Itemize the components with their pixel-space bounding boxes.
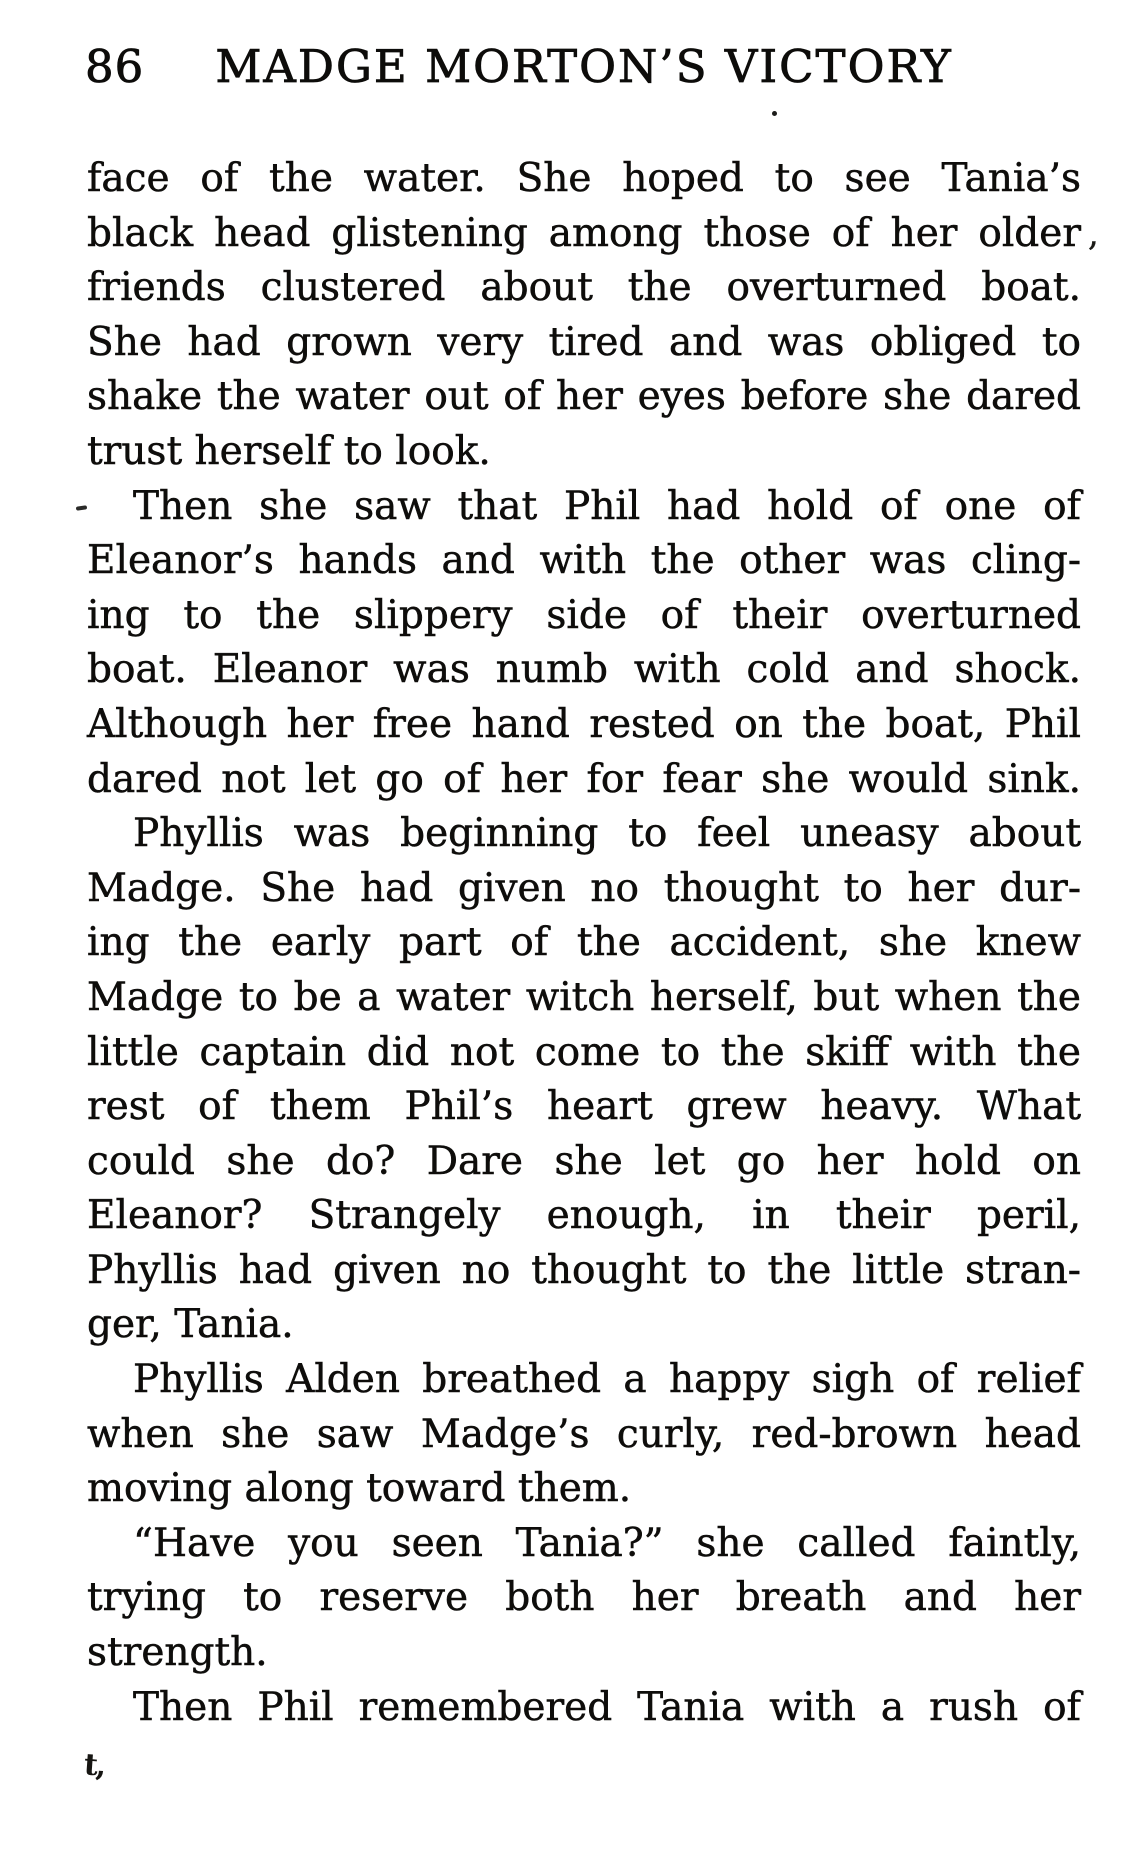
text-line: strength. xyxy=(87,1630,268,1676)
text-line: She had grown very tired and was obliged to xyxy=(87,319,1081,365)
text-line: trying to reserve both her breath and her xyxy=(87,1575,1081,1621)
ink-comma-artifact: , xyxy=(1088,214,1099,254)
text-line: boat. Eleanor was numb with cold and shock. xyxy=(87,647,1081,693)
text-line: rest of them Phil’s heart grew heavy. What xyxy=(87,1084,1081,1130)
text-line: Eleanor’s hands and with the other was cling- xyxy=(87,538,1081,584)
page-header xyxy=(85,40,1081,93)
text-line: moving along toward them. xyxy=(87,1466,632,1512)
running-title: MADGE MORTON’S VICTORY xyxy=(215,40,953,93)
text-line: Madge. She had given no thought to her dur- xyxy=(87,865,1081,911)
text-line: Eleanor? Strangely enough, in their peril, xyxy=(87,1193,1081,1239)
text-line: face of the water. She hoped to see Tania’s xyxy=(87,156,1081,201)
text-line: could she do? Dare she let go her hold on xyxy=(87,1138,1081,1184)
text-line: Then Phil remembered Tania with a rush of xyxy=(133,1684,1081,1730)
text-line: shake the water out of her eyes before she dared xyxy=(87,374,1081,420)
text-line: Phyllis had given no thought to the little stran- xyxy=(87,1247,1081,1293)
text-line: Although her free hand rested on the boat, Phil xyxy=(87,701,1081,747)
text-line: ger, Tania. xyxy=(87,1302,294,1348)
text-line: when she saw Madge’s curly, red-brown head xyxy=(87,1411,1081,1457)
ink-stray-mark: t, xyxy=(82,1747,106,1784)
text-line: ing to the slippery side of their overturned xyxy=(87,592,1081,638)
text-line: little captain did not come to the skiff with the xyxy=(87,1029,1081,1075)
text-line: “Have you seen Tania?” she called faintly, xyxy=(133,1520,1081,1566)
page-text xyxy=(87,152,1081,1735)
ink-dash-mark xyxy=(76,505,87,510)
text-line: Then she saw that Phil had hold of one of xyxy=(133,483,1081,529)
text-line: black head glistening among those of her older xyxy=(87,210,1081,256)
text-line: Phyllis was beginning to feel uneasy about xyxy=(133,811,1081,857)
text-line: ing the early part of the accident, she knew xyxy=(87,920,1081,966)
page-number: 86 xyxy=(85,40,145,93)
text-line: trust herself to look. xyxy=(87,428,491,474)
text-line: dared not let go of her for fear she would sink. xyxy=(87,756,1081,802)
text-line: Phyllis Alden breathed a happy sigh of relief xyxy=(133,1357,1081,1403)
ink-speck xyxy=(772,111,777,116)
text-line: friends clustered about the overturned boat. xyxy=(87,265,1081,311)
text-line: Madge to be a water witch herself, but when the xyxy=(87,974,1081,1020)
